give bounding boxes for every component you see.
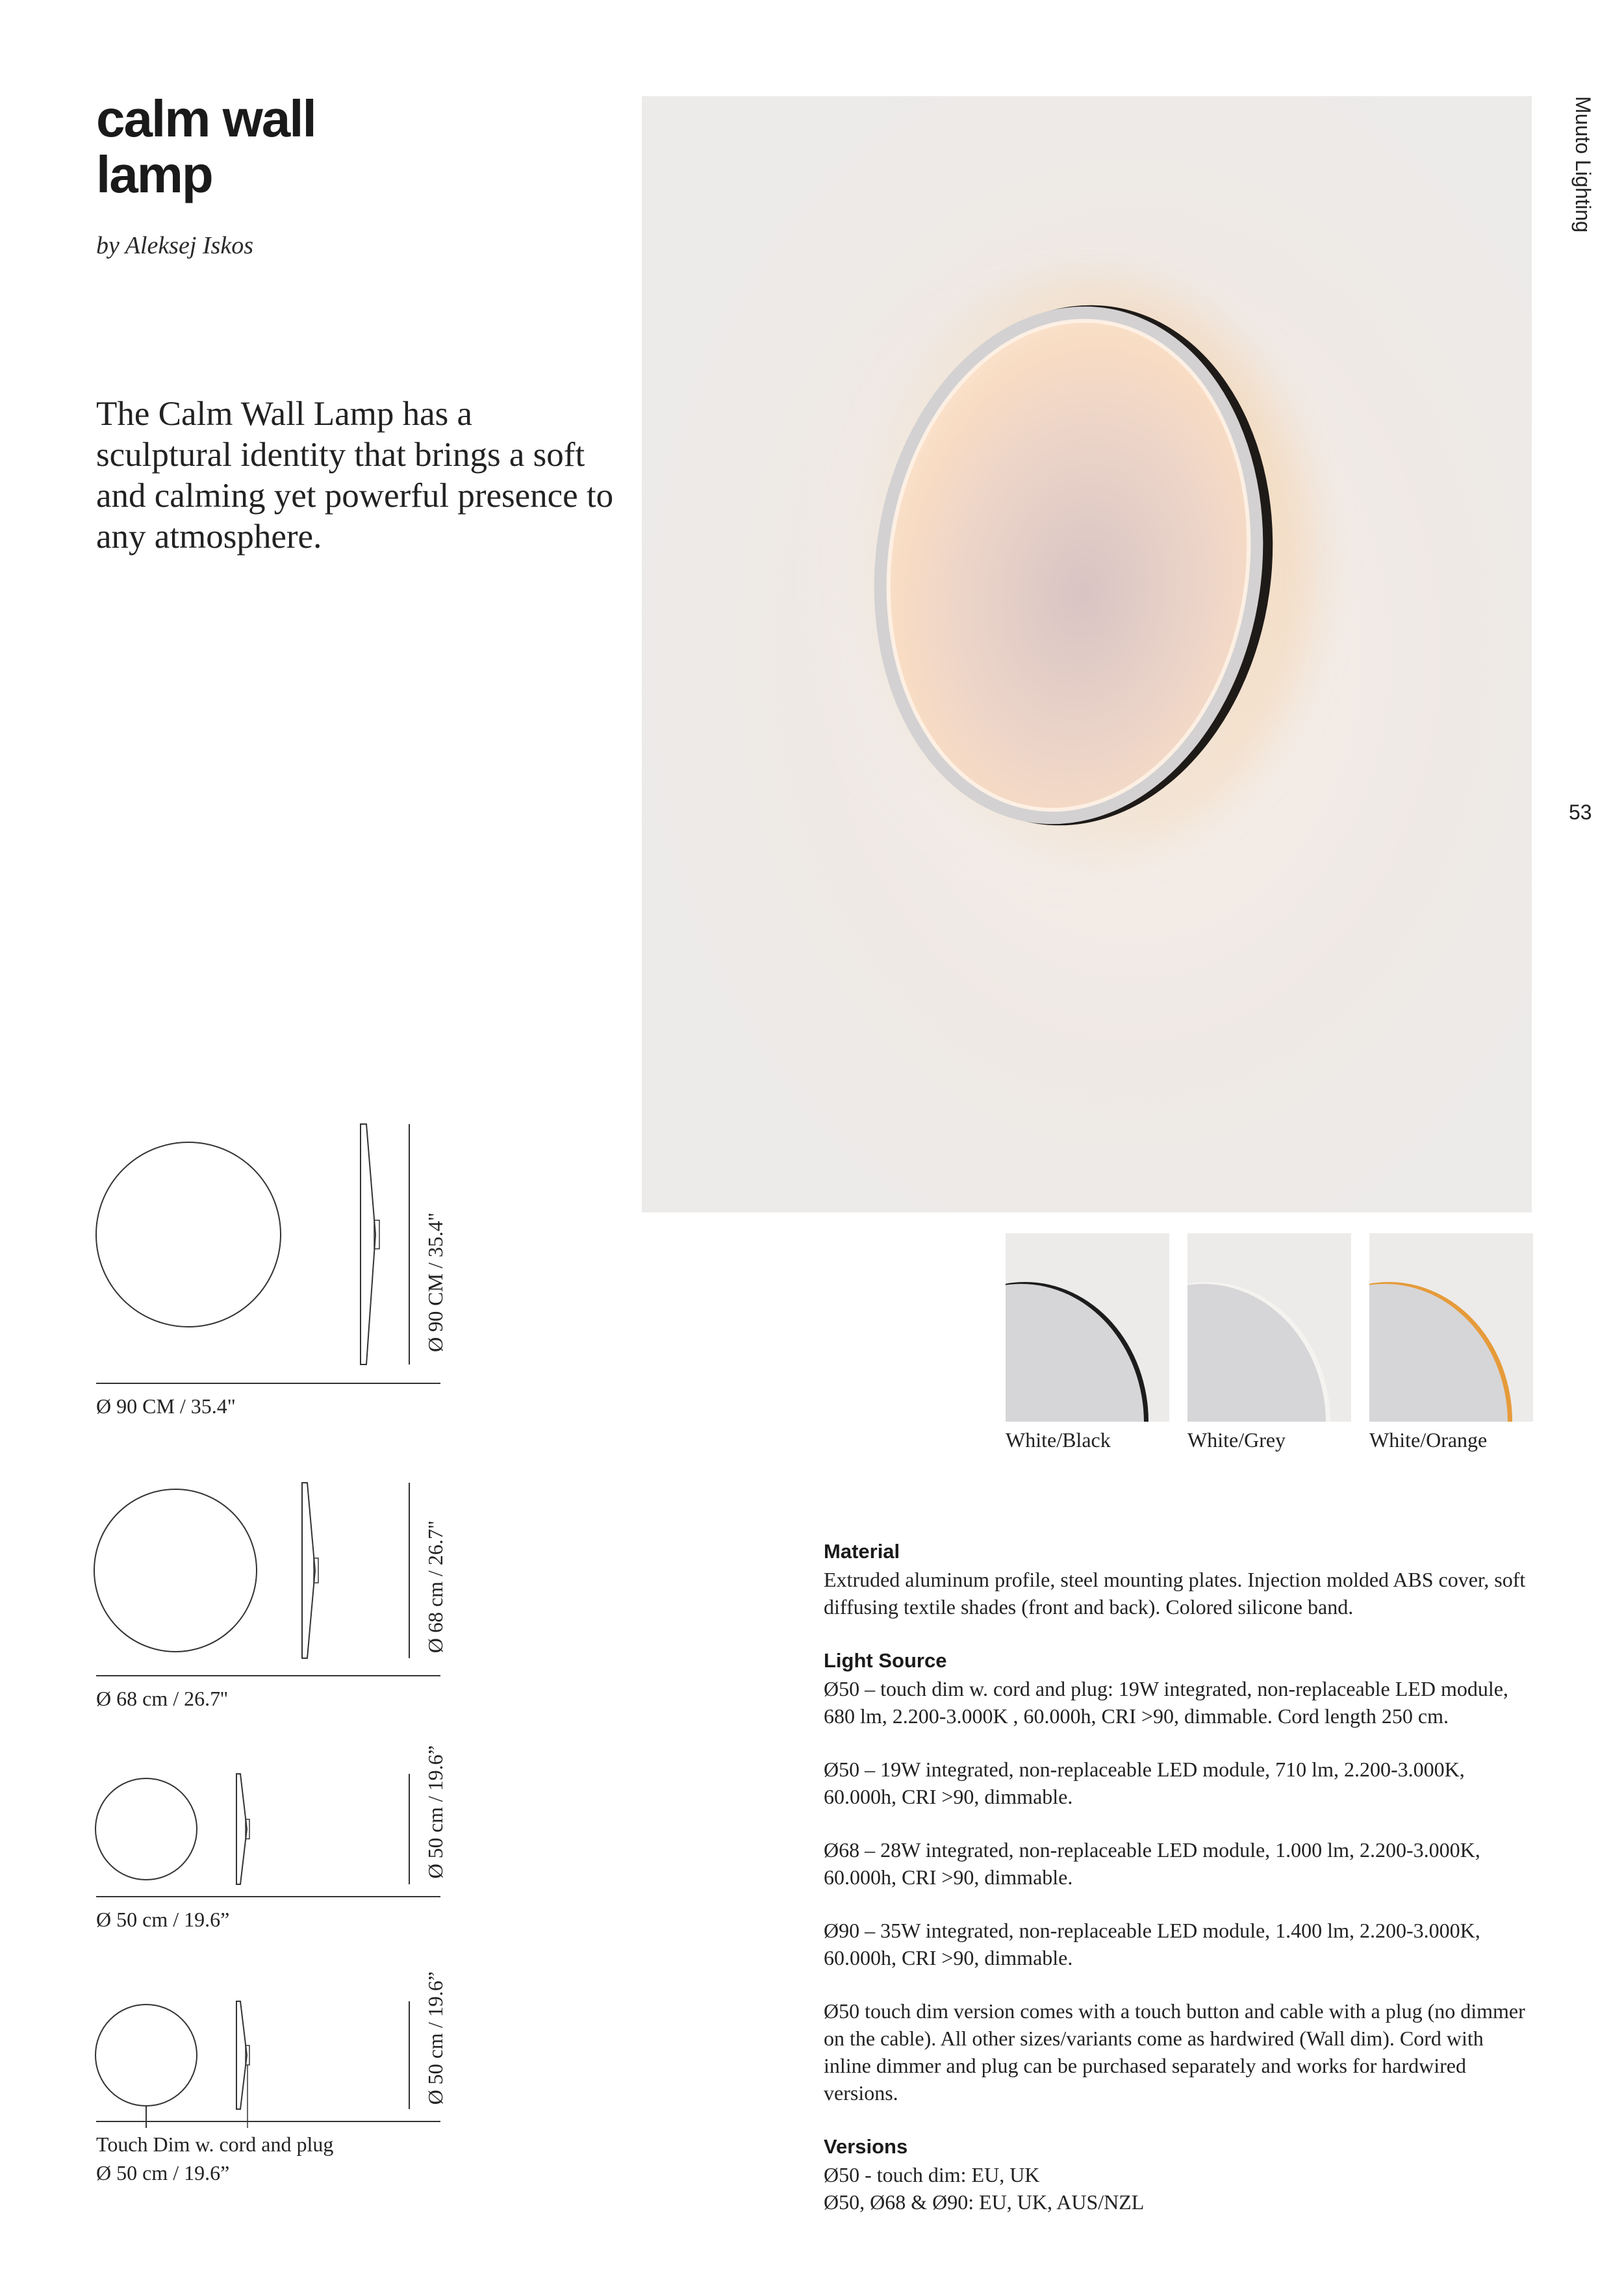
dimension-label: Ø 90 CM / 35.4" [96,1394,236,1418]
title-line-2: lamp [96,146,212,203]
light-source-text: Ø50 – touch dim w. cord and plug: 19W integrated, non-replaceable LED module, 680 lm, 2.200-3.000K , 60.000h, CRI >90, dimmable. Cord length 250 cm. [824,1677,1508,1728]
light-source-text: Ø90 – 35W integrated, non-replaceable LED module, 1.400 lm, 2.200-3.000K, 60.000h, CRI >90, dimmable. [824,1919,1480,1969]
page-title [96,91,551,203]
dimension-vertical-label: Ø 68 cm / 26.7" [424,1520,447,1654]
dimension-drawing-90 [91,1114,455,1387]
versions-line: Ø50, Ø68 & Ø90: EU, UK, AUS/NZL [824,2190,1145,2214]
divider [96,1383,440,1384]
dimension-vertical-label: Ø 50 cm / 19.6” [424,1971,447,2105]
swatch-label: White/Black [1006,1428,1111,1452]
swatch-image [1006,1233,1169,1422]
swatch-white-orange [1369,1233,1533,1422]
divider [96,2121,440,2122]
swatch-label: White/Orange [1369,1428,1488,1452]
dimension-drawing-68 [91,1475,455,1670]
versions-heading: Versions [824,2135,908,2158]
dimension-label-line: Ø 50 cm / 19.6” [96,2161,230,2184]
light-source-text: Ø50 – 19W integrated, non-replaceable LED module, 710 lm, 2.200-3.000K, 60.000h, CRI >90, dimmable. [824,1758,1465,1808]
light-source-heading: Light Source [824,1649,947,1672]
swatch-white-black [1006,1233,1169,1422]
swatch-white-grey [1187,1233,1351,1422]
versions-line: Ø50 - touch dim: EU, UK [824,2163,1040,2186]
divider [96,1896,440,1897]
swatch-image [1369,1233,1533,1422]
product-photo [642,96,1532,1212]
light-source-note: Ø50 touch dim version comes with a touch button and cable with a plug (no dimmer on the cable). All other sizes/variants come as hardwired (Wall dim). Cord with inline dimmer and plug can be purchased separately and works for hardwired versions. [824,1999,1525,2105]
dimension-label: Ø 68 cm / 26.7'' [96,1687,228,1710]
dimension-vertical-label: Ø 90 CM / 35.4" [424,1212,447,1352]
intro-text: The Calm Wall Lamp has a sculptural identity that brings a soft and calming yet powerful presence to any atmosphere. [96,395,614,556]
lamp-illustration [642,96,1532,1212]
specifications [824,1537,1532,2216]
dimension-label [96,2130,333,2187]
designer-byline: by Aleksej Iskos [96,232,253,259]
dimension-label-line: Touch Dim w. cord and plug [96,2133,334,2156]
dimension-label: Ø 50 cm / 19.6” [96,1908,230,1931]
dimension-drawing-touch-dim [91,1982,455,2138]
swatch-image [1187,1233,1351,1422]
light-source-text: Ø68 – 28W integrated, non-replaceable LED module, 1.000 lm, 2.200-3.000K, 60.000h, CRI >90, dimmable. [824,1838,1480,1889]
title-line-1: calm wall [96,90,316,147]
material-text: Extruded aluminum profile, steel mounting plates. Injection molded ABS cover, soft diffusing textile shades (front and back). Colored silicone band. [824,1568,1526,1619]
brand-label: Muuto Lighting [1571,96,1595,233]
material-heading: Material [824,1540,900,1563]
divider [96,1675,440,1676]
swatch-label: White/Grey [1187,1428,1286,1452]
dimension-drawing-50 [91,1754,455,1897]
page-number: 53 [1569,801,1592,824]
dimension-vertical-label: Ø 50 cm / 19.6” [424,1745,447,1879]
